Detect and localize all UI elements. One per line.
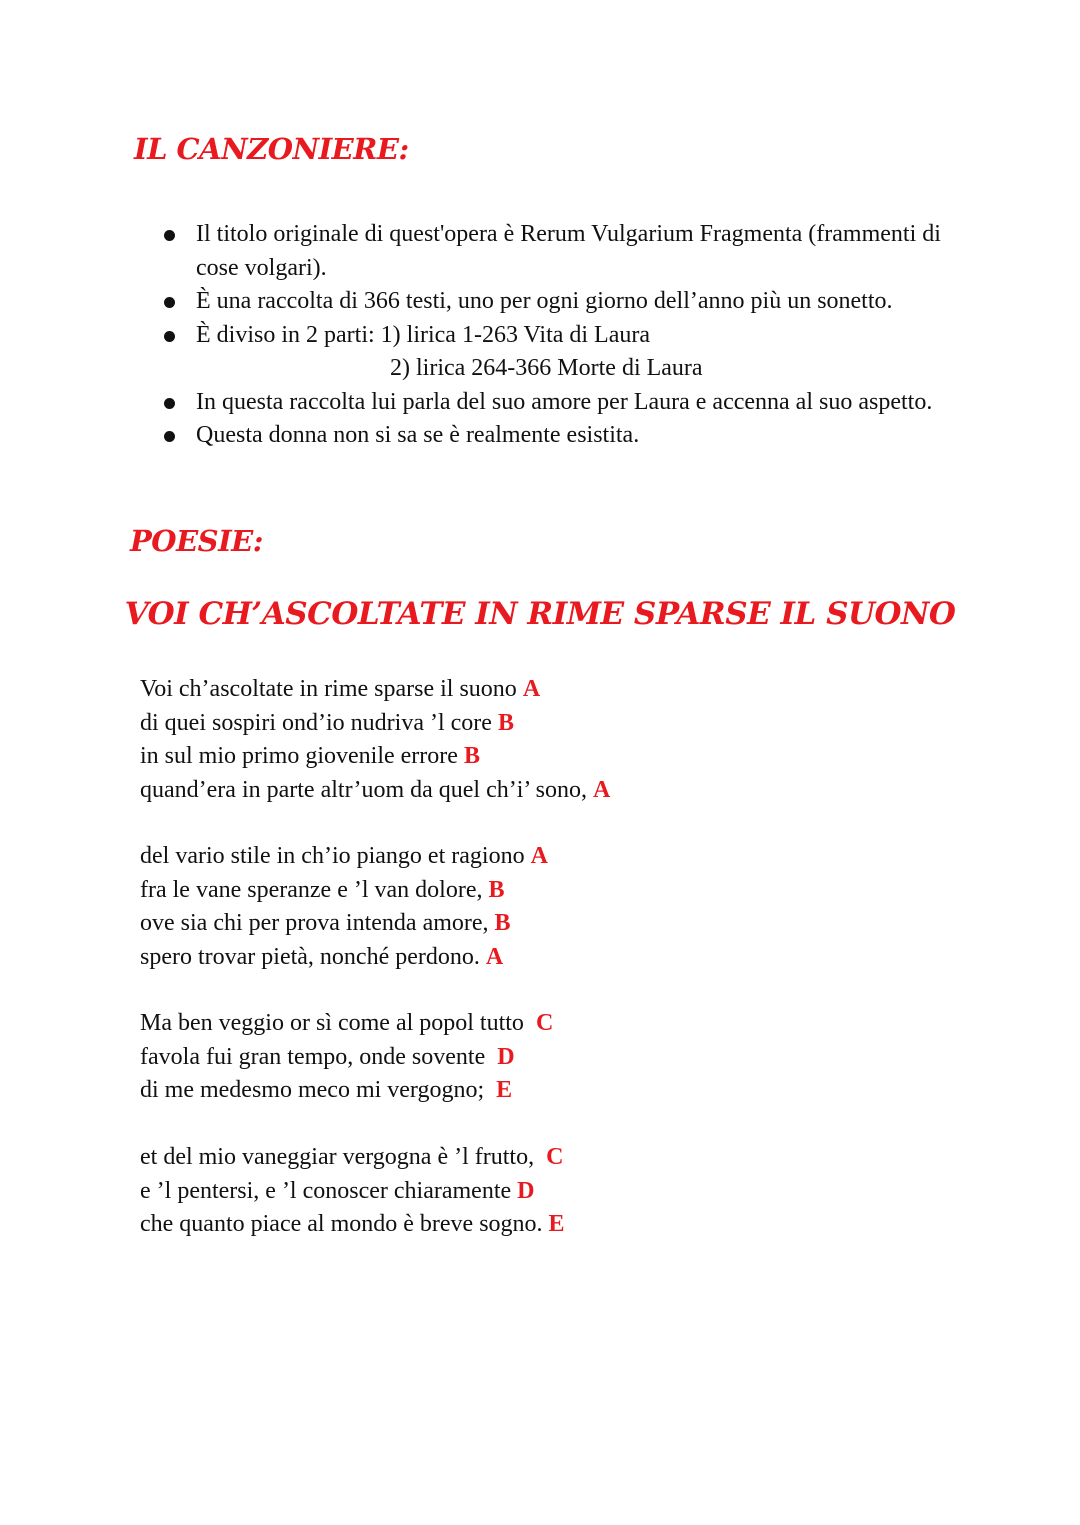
poem-line: favola fui gran tempo, onde sovente D: [140, 1043, 515, 1070]
poem-line: del vario stile in ch’io piango et ragiono A: [140, 843, 548, 869]
bullet-subline: 2) lirica 264-366 Morte di Laura: [390, 355, 703, 381]
rhyme-label: B: [494, 910, 511, 936]
bullet-icon: [164, 398, 175, 409]
poem-line: in sul mio primo giovenile errore B: [140, 743, 480, 769]
poem-line: di quei sospiri ond’io nudriva ’l core B: [140, 709, 514, 736]
poem-stanza: [140, 1141, 840, 1242]
bullet-text: In questa raccolta lui parla del suo amore per Laura e accenna al suo aspetto.: [196, 388, 933, 415]
bullet-icon: [164, 431, 175, 442]
canzoniere-bullet-list: [160, 218, 980, 453]
poem-line: Ma ben veggio or sì come al popol tutto C: [140, 1010, 554, 1036]
poem-stanza: [140, 840, 840, 974]
bullet-text: Questa donna non si sa se è realmente esistita.: [196, 422, 640, 448]
rhyme-label: B: [488, 876, 505, 903]
rhyme-label: A: [485, 943, 504, 970]
section-title-canzoniere: IL CANZONIERE:: [134, 132, 409, 166]
poem-line: e ’l pentersi, e ’l conoscer chiaramente D: [140, 1177, 535, 1204]
bullet-icon: [164, 297, 175, 308]
poem-stanza: [140, 673, 840, 807]
poem-line: di me medesmo meco mi vergogno; E: [140, 1077, 513, 1103]
bullet-text: È diviso in 2 parti: 1) lirica 1-263 Vita di Laura: [196, 321, 651, 348]
poem-line: fra le vane speranze e ’l van dolore, B: [140, 876, 505, 903]
bullet-icon: [164, 230, 175, 241]
list-item: [160, 419, 980, 453]
rhyme-label: A: [592, 776, 611, 803]
poem-title: VOI CH’ASCOLTATE IN RIME SPARSE IL SUONO: [124, 596, 956, 632]
rhyme-label: A: [522, 676, 541, 702]
rhyme-label: E: [548, 1211, 565, 1237]
rhyme-label: D: [517, 1177, 535, 1204]
poem-line: che quanto piace al mondo è breve sogno. E: [140, 1211, 565, 1237]
poem-stanza: [140, 1007, 840, 1108]
bullet-text: È una raccolta di 366 testi, uno per ogni giorno dell’anno più un sonetto.: [196, 288, 893, 314]
rhyme-label: A: [530, 843, 548, 869]
list-item: [160, 386, 980, 420]
rhyme-label: C: [535, 1010, 554, 1036]
poem-line: quand’era in parte altr’uom da quel ch’i’ sono, A: [140, 776, 611, 803]
list-item: [160, 319, 980, 386]
list-item: [160, 285, 980, 319]
rhyme-label: E: [496, 1077, 513, 1103]
bullet-icon: [164, 331, 175, 342]
poem-line: ove sia chi per prova intenda amore, B: [140, 910, 511, 936]
bullet-text: Il titolo originale di quest'opera è Rerum Vulgarium Fragmenta (frammenti di cose volgari).: [196, 221, 941, 281]
poem-line: spero trovar pietà, nonché perdono. A: [140, 943, 504, 970]
section-title-poesie: POESIE:: [130, 524, 263, 558]
rhyme-label: B: [463, 743, 480, 769]
rhyme-label: C: [546, 1144, 564, 1170]
poem-line: et del mio vaneggiar vergogna è ’l frutto, C: [140, 1144, 564, 1170]
rhyme-label: D: [497, 1043, 515, 1070]
poem-line: Voi ch’ascoltate in rime sparse il suono A: [140, 676, 541, 702]
list-item: [160, 218, 980, 285]
rhyme-label: B: [497, 709, 514, 736]
